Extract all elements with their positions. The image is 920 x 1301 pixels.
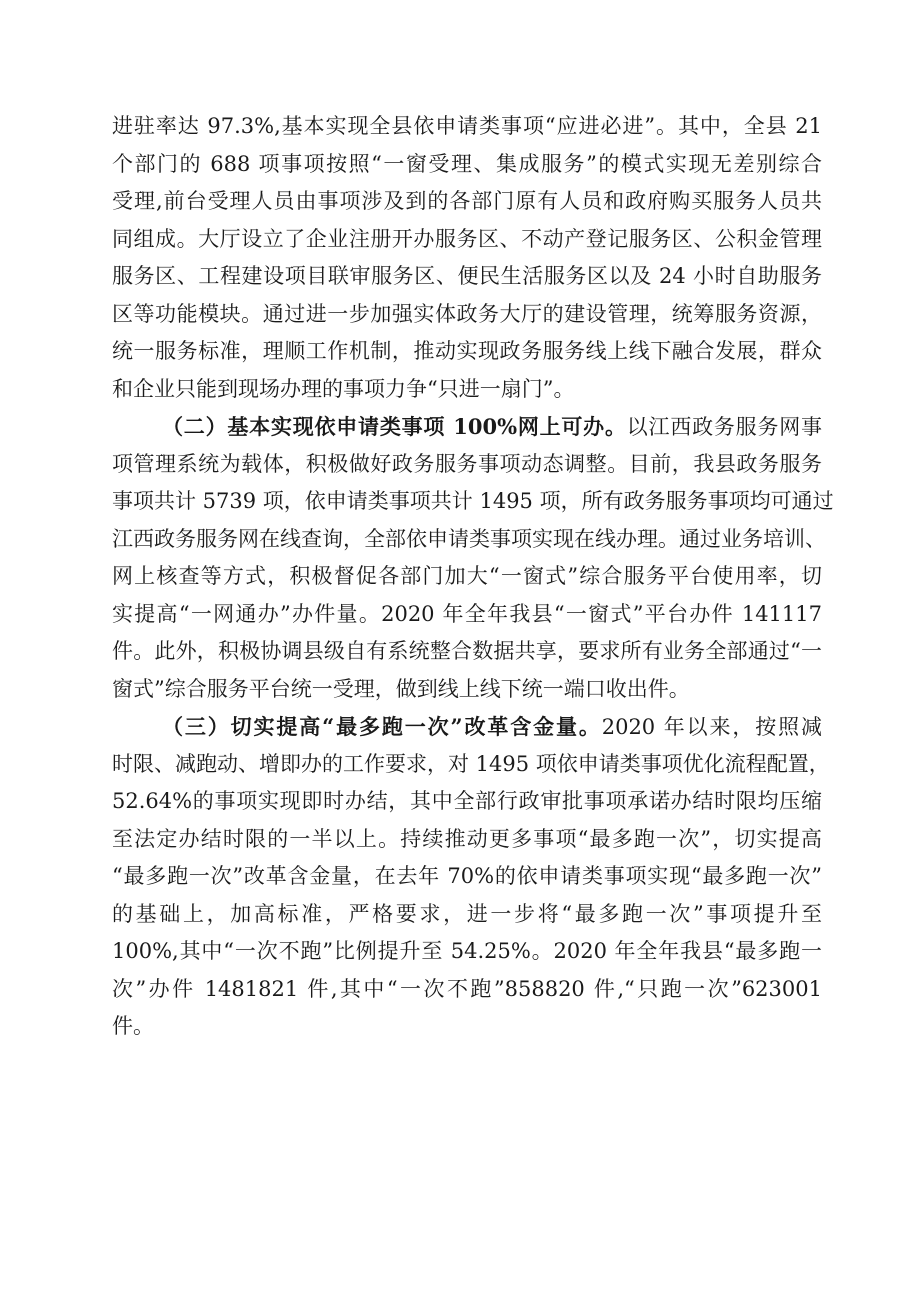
text-line: 时限、减跑动、增即办的工作要求，对 1495 项依申请类事项优化流程配置， (112, 751, 830, 776)
text-line: 事项共计 5739 项，依申请类事项共计 1495 项，所有政务服务事项均可通过 (112, 489, 834, 513)
text-line: 100%,其中“一次不跑”比例提升至 54.25%。2020 年全年我县“最多跑一 (112, 939, 822, 963)
text-run: 2020 年以来，按照减 (601, 715, 822, 739)
text-line: 统一服务标准，理顺工作机制，推动实现政务服务线上线下融合发展，群众 (112, 339, 822, 363)
text-line: 受理,前台受理人员由事项涉及到的各部门原有人员和政府购买服务人员共 (112, 189, 822, 213)
section-heading: （三）切实提高“最多跑一次”改革含金量。 (162, 714, 602, 739)
text-line: 个部门的 688 项事项按照“一窗受理、集成服务”的模式实现无差别综合 (112, 151, 822, 176)
text-line: 窗式”综合服务平台统一受理，做到线上线下统一端口收出件。 (112, 676, 690, 701)
text-line: 网上核查等方式，积极督促各部门加大“一窗式”综合服务平台使用率，切 (112, 564, 822, 588)
paragraph-2 (112, 408, 834, 708)
text-line: 和企业只能到现场办理的事项力争“只进一扇门”。 (112, 376, 575, 401)
paragraph-first-line (112, 708, 822, 746)
text-line: 进驻率达 97.3%,基本实现全县依申请类事项“应进必进”。其中，全县 21 (112, 114, 822, 138)
text-run: 以江西政务服务网事 (626, 415, 823, 439)
text-line: 件。 (112, 1014, 154, 1038)
paragraph-first-line (112, 408, 822, 446)
text-line: “最多跑一次”改革含金量，在去年 70%的依申请类事项实现“最多跑一次” (112, 864, 822, 888)
text-line: 实提高“一网通办”办件量。2020 年全年我县“一窗式”平台办件 141117 (112, 601, 822, 626)
section-heading: （二）基本实现依申请类事项 100%网上可办。 (162, 414, 627, 439)
text-line: 服务区、工程建设项目联审服务区、便民生活服务区以及 24 小时自助服务 (112, 264, 822, 288)
text-line: 同组成。大厅设立了企业注册开办服务区、不动产登记服务区、公积金管理 (112, 226, 822, 251)
text-line: 的基础上，加高标准，严格要求，进一步将“最多跑一次”事项提升至 (112, 901, 822, 926)
document-page (112, 108, 834, 1046)
text-line: 区等功能模块。通过进一步加强实体政务大厅的建设管理，统筹服务资源， (112, 301, 822, 326)
text-line: 件。此外，积极协调县级自有系统整合数据共享，要求所有业务全部通过“一 (112, 639, 822, 663)
text-line: 项管理系统为载体，积极做好政务服务事项动态调整。目前，我县政务服务 (112, 451, 822, 476)
paragraph-1 (112, 108, 822, 408)
text-line: 52.64%的事项实现即时办结，其中全部行政审批事项承诺办结时限均压缩 (112, 789, 822, 813)
text-line: 至法定办结时限的一半以上。持续推动更多事项“最多跑一次”，切实提高 (112, 826, 822, 851)
paragraph-3 (112, 708, 830, 1046)
text-line: 次”办件 1481821 件,其中“一次不跑”858820 件,“只跑一次”623001 (112, 976, 822, 1001)
text-line: 江西政务服务网在线查询，全部依申请类事项实现在线办理。通过业务培训、 (112, 526, 826, 551)
